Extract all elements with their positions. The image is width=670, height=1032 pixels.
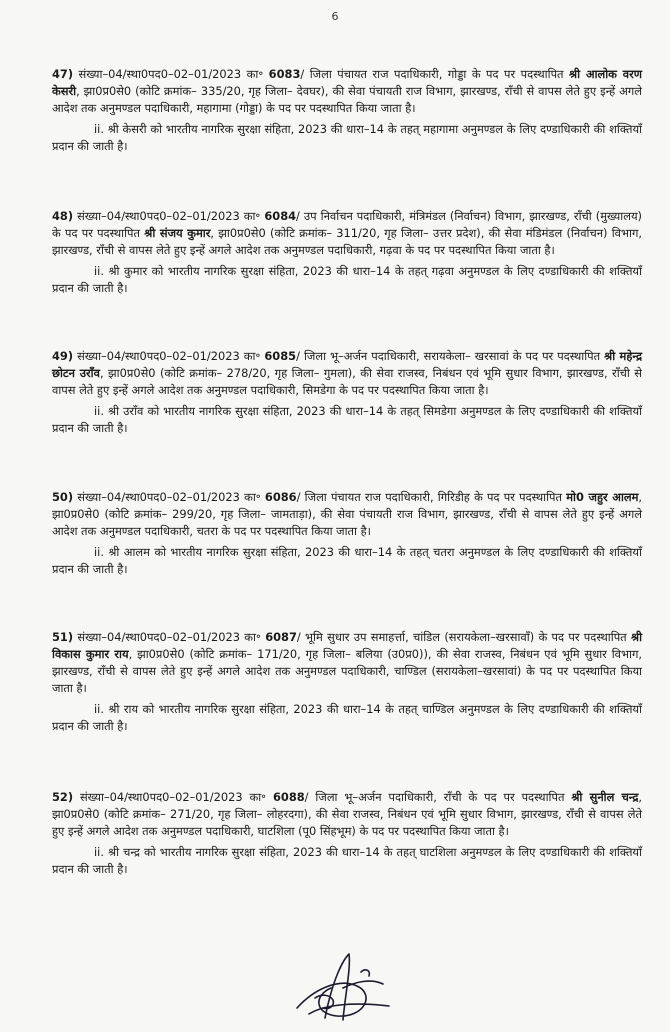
officer-name: श्री महेन्द्र छोटन उराँव <box>52 349 642 380</box>
entry-pre: / उप निर्वाचन पदाधिकारी, मंत्रिमंडल (निर्वाचन) विभाग, झारखण्ड, राँची (मुख्यालय) के पद पर पदस्थापित <box>52 209 643 240</box>
officer-name: मो0 जहुर आलम <box>566 490 639 504</box>
entry-post: , झा0प्र0से0 (कोटि क्रमांक– 335/20, गृह जिला– देवघर), की सेवा पंचायती राज विभाग, झारखण्ड, राँची से वापस लेते हुए इन्हें अगले आदेश तक अनुमण्डल पदाधिकारी, महागामा (गोड्डा) के पद पर पदस्थापित किया जाता है। <box>52 84 642 115</box>
entry-text <box>52 66 642 117</box>
entry-pre: / जिला पंचायत राज पदाधिकारी, गोड्डा के पद पर पदस्थापित <box>300 67 564 81</box>
order-entry-47 <box>52 66 642 155</box>
entry-number: 51) <box>52 630 74 644</box>
order-entry-49 <box>52 348 642 437</box>
entry-post: , झा0प्र0से0 (कोटि क्रमांक– 171/20, गृह जिला– बलिया (उ0प्र0)), की सेवा राजस्व, निबंधन एवं भूमि सुधार विभाग, झारखण्ड, राँची से वापस लेते हुए इन्हें अगले आदेश तक अनुमण्डल पदाधिकारी, चाण्डिल (सरायकेला–खरसावां) के पद पर पदस्थापित किया जाता है। <box>52 647 642 695</box>
entry-pre: / जिला भू–अर्जन पदाधिकारी, सरायकेला– खरसावां के पद पर पदस्थापित <box>296 349 601 363</box>
entry-post: , झा0प्र0से0 (कोटि क्रमांक– 278/20, गृह जिला– गुमला), की सेवा राजस्व, निबंधन एवं भूमि सुधार विभाग, झारखण्ड, राँची से वापस लेते हुए इन्हें अगले आदेश तक अनुमण्डल पदाधिकारी, सिमडेगा के पद पर पदस्थापित किया जाता है। <box>52 366 642 397</box>
order-entry-50 <box>52 489 642 578</box>
officer-name: श्री संजय कुमार <box>144 226 211 240</box>
entry-number: 48) <box>52 209 74 223</box>
order-code: 6085 <box>264 349 297 363</box>
entry-pre: / जिला पंचायत राज पदाधिकारी, गिरिडीह के पद पर पदस्थापित <box>296 490 562 504</box>
entry-text <box>52 789 642 840</box>
entry-text <box>52 348 642 399</box>
entry-subclause: ii. श्री उराँव को भारतीय नागरिक सुरक्षा संहिता, 2023 की धारा–14 के तहत् सिमडेगा अनुमण्डल के लिए दण्डाधिकारी की शक्तियाँ प्रदान की जाती है। <box>52 404 642 435</box>
entry-reference: संख्या–04/स्था0पद0–02–01/2023 का॰ <box>79 790 267 804</box>
entry-subclause: ii. श्री आलम को भारतीय नागरिक सुरक्षा संहिता, 2023 की धारा–14 के तहत् चतरा अनुमण्डल के लिए दण्डाधिकारी की शक्तियाँ प्रदान की जाती है। <box>52 545 642 576</box>
entry-pre: / जिला भू–अर्जन पदाधिकारी, राँची के पद पर पदस्थापित <box>304 790 565 804</box>
order-entry-52 <box>52 789 642 878</box>
entry-post: , झा0प्र0से0 (कोटि क्रमांक– 311/20, गृह जिला– उत्तर प्रदेश), की सेवा मंडिमंडल (निर्वाचन) विभाग, झारखण्ड, राँची से वापस लेते हुए इन्हें अगले आदेश तक अनुमण्डल पदाधिकारी, गढ़वा के पद पर पदस्थापित किया जाता है। <box>52 226 643 257</box>
entry-post: , झा0प्र0से0 (कोटि क्रमांक– 299/20, गृह जिला– जामताड़ा), की सेवा पंचायती राज विभाग, झारखण्ड, राँची से वापस लेते हुए इन्हें अगले आदेश तक अनुमण्डल पदाधिकारी, चतरा के पद पर पदस्थापित किया जाता है। <box>52 490 643 538</box>
order-entry-51 <box>52 629 642 735</box>
order-code: 6086 <box>264 490 297 504</box>
order-code: 6084 <box>264 209 297 223</box>
entry-text <box>52 208 642 259</box>
page-number: 6 <box>331 10 339 23</box>
entry-text <box>52 629 642 697</box>
officer-name: श्री आलोक वरण केसरी <box>52 67 642 98</box>
officer-name: श्री विकास कुमार राय <box>52 630 643 661</box>
entry-number: 52) <box>52 790 74 804</box>
entry-number: 49) <box>52 349 74 363</box>
officer-name: श्री सुनील चन्द्र <box>571 790 639 804</box>
order-code: 6087 <box>265 630 297 644</box>
entry-reference: संख्या–04/स्था0पद0–02–01/2023 का॰ <box>77 209 261 223</box>
order-code: 6083 <box>268 67 301 81</box>
entry-reference: संख्या–04/स्था0पद0–02–01/2023 का॰ <box>77 349 261 363</box>
entry-post: , झा0प्र0से0 (कोटि क्रमांक– 271/20, गृह जिला– लोहरदगा), की सेवा राजस्व, निबंधन एवं भूमि सुधार विभाग, झारखण्ड, राँची से वापस लेते हुए इन्हें अगले आदेश तक अनुमण्डल पदाधिकारी, घाटशिला (पू0 सिंहभूम) के पद पर पदस्थापित किया जाता है। <box>52 790 643 838</box>
entry-pre: / भूमि सुधार उप समाहर्त्ता, चांडिल (सरायकेला–खरसावाँ) के पद पर पदस्थापित <box>296 630 627 644</box>
entry-reference: संख्या–04/स्था0पद0–02–01/2023 का॰ <box>77 630 261 644</box>
entry-reference: संख्या–04/स्था0पद0–02–01/2023 का॰ <box>77 490 261 504</box>
entry-text <box>52 489 642 540</box>
order-code: 6088 <box>272 790 305 804</box>
entry-subclause: ii. श्री केसरी को भारतीय नागरिक सुरक्षा संहिता, 2023 की धारा–14 के तहत् महागामा अनुमण्डल के लिए दण्डाधिकारी की शक्तियाँ प्रदान की जाती है। <box>52 122 642 153</box>
entry-subclause: ii. श्री चन्द्र को भारतीय नागरिक सुरक्षा संहिता, 2023 की धारा–14 के तहत् घाटशिला अनुमण्डल के लिए दण्डाधिकारी की शक्तियाँ प्रदान की जाती है। <box>52 845 642 876</box>
entry-subclause: ii. श्री कुमार को भारतीय नागरिक सुरक्षा संहिता, 2023 की धारा–14 के तहत् गढ़वा अनुमण्डल के लिए दण्डाधिकारी की शक्तियाँ प्रदान की जाती है। <box>52 264 642 295</box>
entry-number: 47) <box>52 67 74 81</box>
signature-mark <box>285 948 395 1026</box>
entry-reference: संख्या–04/स्था0पद0–02–01/2023 का॰ <box>78 67 264 81</box>
order-entry-48 <box>52 208 642 297</box>
entry-number: 50) <box>52 490 74 504</box>
entry-subclause: ii. श्री राय को भारतीय नागरिक सुरक्षा संहिता, 2023 की धारा–14 के तहत् चाण्डिल अनुमण्डल के लिए दण्डाधिकारी की शक्तियाँ प्रदान की जाती है। <box>52 702 642 733</box>
